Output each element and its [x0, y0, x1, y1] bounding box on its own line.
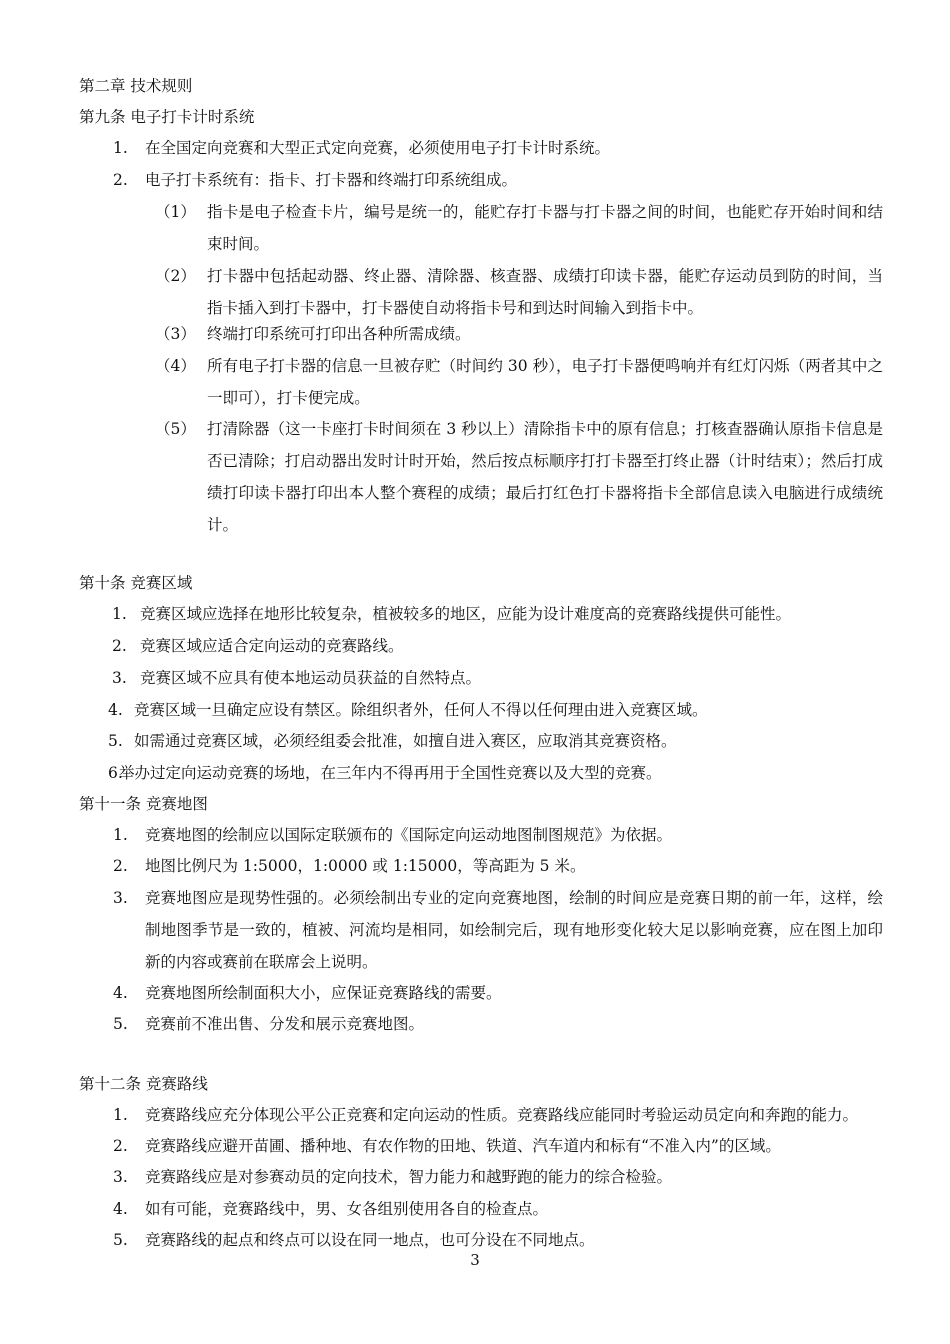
- article-10-item-2-text: 竞赛区域应适合定向运动的竞赛路线。: [140, 637, 404, 655]
- article-11-item-4-text: 竞赛地图所绘制面积大小，应保证竞赛路线的需要。: [145, 984, 502, 1002]
- article-9-subitem-4-text: 所有电子打卡器的信息一旦被存贮（时间约 30 秒），电子打卡器便鸣响并有红灯闪烁（两者其中之一即可），打卡便完成。: [207, 357, 883, 407]
- article-9-subitem-5-number: （5）: [155, 420, 196, 438]
- article-11-item-1-number: 1.: [113, 826, 128, 844]
- page-number: 3: [470, 1251, 480, 1269]
- article-11-item-2-text: 地图比例尺为 1:5000，1:0000 或 1:15000，等高距为 5 米。: [145, 857, 586, 875]
- article-12-item-1-text: 竞赛路线应充分体现公平公正竞赛和定向运动的性质。竞赛路线应能同时考验运动员定向和奔跑的能力。: [145, 1106, 859, 1124]
- chapter-title: 第二章 技术规则: [79, 77, 193, 95]
- article-10-item-5-number: 5.: [108, 732, 123, 750]
- article-11-item-2-number: 2.: [113, 857, 128, 875]
- article-9-title: 第九条 电子打卡计时系统: [79, 108, 255, 126]
- article-10-item-1-text: 竞赛区域应选择在地形比较复杂，植被较多的地区，应能为设计难度高的竞赛路线提供可能性。: [140, 605, 792, 623]
- article-9-item-1-text: 在全国定向竞赛和大型正式定向竞赛，必须使用电子打卡计时系统。: [145, 139, 611, 157]
- article-12-item-3-text: 竞赛路线应是对参赛动员的定向技术，智力能力和越野跑的能力的综合检验。: [145, 1168, 673, 1186]
- article-12-item-1-number: 1.: [113, 1106, 128, 1124]
- article-12-title: 第十二条 竞赛路线: [79, 1075, 208, 1093]
- article-12-item-2-number: 2.: [113, 1137, 128, 1155]
- article-9-subitem-2-number: （2）: [155, 267, 196, 285]
- article-11-item-3-number: 3.: [113, 889, 128, 907]
- article-10-item-6-number: 6.: [108, 764, 123, 782]
- article-11-item-5-text: 竞赛前不准出售、分发和展示竞赛地图。: [145, 1015, 425, 1033]
- article-9-item-2-number: 2.: [113, 171, 128, 189]
- article-10-item-3-number: 3.: [112, 669, 127, 687]
- article-12-item-4-number: 4.: [113, 1200, 128, 1218]
- article-12-item-4-text: 如有可能，竞赛路线中，男、女各组别使用各自的检查点。: [145, 1200, 549, 1218]
- article-9-subitem-5-text: 打清除器（这一卡座打卡时间须在 3 秒以上）清除指卡中的原有信息；打核查器确认原指卡信息是否已清除；打启动器出发时计时开始，然后按点标顺序打打卡器至打终止器（计时结束）；然后打成绩打印读卡器打印出本人整个赛程的成绩；最后打红色打卡器将指卡全部信息读入电脑进行成绩统计。: [207, 420, 883, 534]
- article-11-item-3-text: 竞赛地图应是现势性强的。必须绘制出专业的定向竞赛地图，绘制的时间应是竞赛日期的前一年，这样，绘制地图季节是一致的，植被、河流均是相同，如绘制完后，现有地形变化较大足以影响竞赛，应在图上加印新的内容或赛前在联席会上说明。: [145, 889, 883, 971]
- article-12-item-3-number: 3.: [113, 1168, 128, 1186]
- article-12-item-5-number: 5.: [113, 1231, 128, 1249]
- article-10-item-6-text: 举办过定向运动竞赛的场地，在三年内不得再用于全国性竞赛以及大型的竞赛。: [119, 764, 662, 782]
- article-9-subitem-3-number: （3）: [155, 325, 196, 343]
- article-12-item-2-text: 竞赛路线应避开苗圃、播种地、有农作物的田地、铁道、汽车道内和标有“不准入内”的区域。: [145, 1137, 781, 1155]
- article-9-subitem-4-number: （4）: [155, 357, 196, 375]
- article-11-title: 第十一条 竞赛地图: [79, 795, 208, 813]
- article-9-subitem-2-text: 打卡器中包括起动器、终止器、清除器、核查器、成绩打印读卡器，能贮存运动员到防的时间，当指卡插入到打卡器中，打卡器使自动将指卡号和到达时间输入到指卡中。: [207, 267, 883, 317]
- article-9-item-1-number: 1.: [113, 139, 128, 157]
- article-10-item-4-number: 4.: [108, 701, 123, 719]
- article-9-subitem-3-text: 终端打印系统可打印出各种所需成绩。: [207, 325, 471, 343]
- article-10-title: 第十条 竞赛区域: [79, 574, 193, 592]
- article-10-item-2-number: 2.: [112, 637, 127, 655]
- article-10-item-1-number: 1.: [112, 605, 127, 623]
- article-9-subitem-1-number: （1）: [155, 203, 196, 221]
- article-9-subitem-1-text: 指卡是电子检查卡片，编号是统一的，能贮存打卡器与打卡器之间的时间，也能贮存开始时间和结束时间。: [207, 203, 883, 253]
- article-11-item-1-text: 竞赛地图的绘制应以国际定联颁布的《国际定向运动地图制图规范》为依据。: [145, 826, 673, 844]
- article-12-item-5-text: 竞赛路线的起点和终点可以设在同一地点，也可分设在不同地点。: [145, 1231, 595, 1249]
- article-11-item-4-number: 4.: [113, 984, 128, 1002]
- article-9-item-2-text: 电子打卡系统有：指卡、打卡器和终端打印系统组成。: [145, 171, 518, 189]
- article-10-item-3-text: 竞赛区域不应具有使本地运动员获益的自然特点。: [140, 669, 482, 687]
- article-10-item-4-text: 竞赛区域一旦确定应设有禁区。除组织者外，任何人不得以任何理由进入竞赛区域。: [134, 701, 708, 719]
- article-10-item-5-text: 如需通过竞赛区域，必须经组委会批准，如擅自进入赛区，应取消其竞赛资格。: [134, 732, 677, 750]
- article-11-item-5-number: 5.: [113, 1015, 128, 1033]
